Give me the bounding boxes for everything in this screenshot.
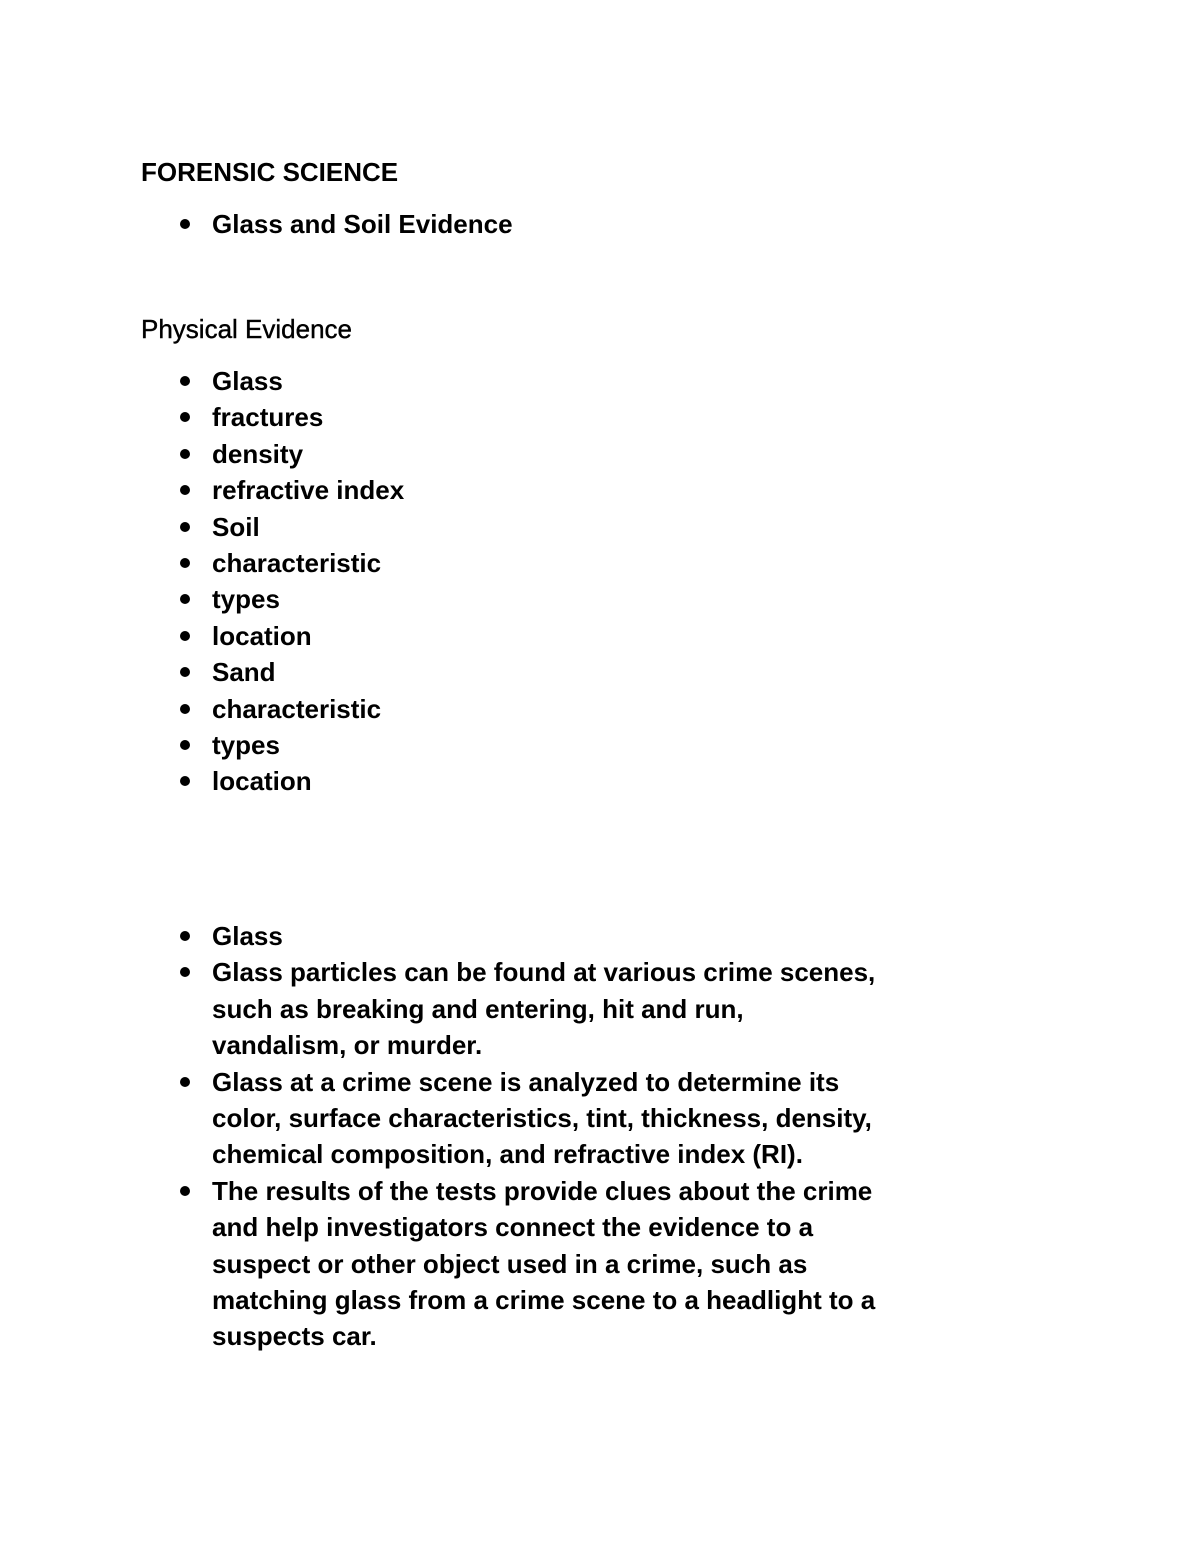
bullet-icon bbox=[180, 485, 190, 495]
glass-detail-list bbox=[0, 918, 900, 1355]
list-item: Glass bbox=[0, 918, 882, 954]
title-bullet-list bbox=[0, 206, 900, 242]
bullet-icon bbox=[180, 631, 190, 641]
bullet-icon bbox=[180, 967, 190, 977]
list-item: Soil bbox=[0, 509, 882, 545]
bullet-icon bbox=[180, 594, 190, 604]
bullet-icon bbox=[180, 776, 190, 786]
list-item: types bbox=[0, 727, 882, 763]
bullet-icon bbox=[180, 704, 190, 714]
bullet-icon bbox=[180, 522, 190, 532]
bullet-icon bbox=[180, 1186, 190, 1196]
list-item: density bbox=[0, 436, 882, 472]
list-item: location bbox=[0, 763, 882, 799]
list-item: characteristic bbox=[0, 691, 882, 727]
bullet-icon bbox=[180, 376, 190, 386]
bullet-icon bbox=[180, 412, 190, 422]
list-item: refractive index bbox=[0, 472, 882, 508]
bullet-icon bbox=[180, 740, 190, 750]
bullet-icon bbox=[180, 219, 190, 229]
bullet-icon bbox=[180, 1077, 190, 1087]
bullet-icon bbox=[180, 667, 190, 677]
list-item: The results of the tests provide clues about the crime and help investigators connect the evidence to a suspect or other object used in a crime, such as matching glass from a crime scene to a headlight to a suspects car. bbox=[0, 1173, 882, 1355]
section-heading: Physical Evidence bbox=[141, 314, 352, 344]
bullet-icon bbox=[180, 558, 190, 568]
list-item: Glass and Soil Evidence bbox=[0, 206, 882, 242]
list-item: fractures bbox=[0, 399, 882, 435]
list-item: characteristic bbox=[0, 545, 882, 581]
bullet-icon bbox=[180, 931, 190, 941]
list-item: Sand bbox=[0, 654, 882, 690]
list-item: location bbox=[0, 618, 882, 654]
bullet-icon bbox=[180, 449, 190, 459]
physical-evidence-list bbox=[0, 363, 900, 800]
list-item: types bbox=[0, 581, 882, 617]
list-item: Glass particles can be found at various crime scenes, such as breaking and entering, hit and run, vandalism, or murder. bbox=[0, 954, 882, 1063]
list-item: Glass bbox=[0, 363, 882, 399]
document-title: FORENSIC SCIENCE bbox=[141, 157, 399, 187]
list-item: Glass at a crime scene is analyzed to determine its color, surface characteristics, tint, thickness, density, chemical composition, and refractive index (RI). bbox=[0, 1064, 882, 1173]
